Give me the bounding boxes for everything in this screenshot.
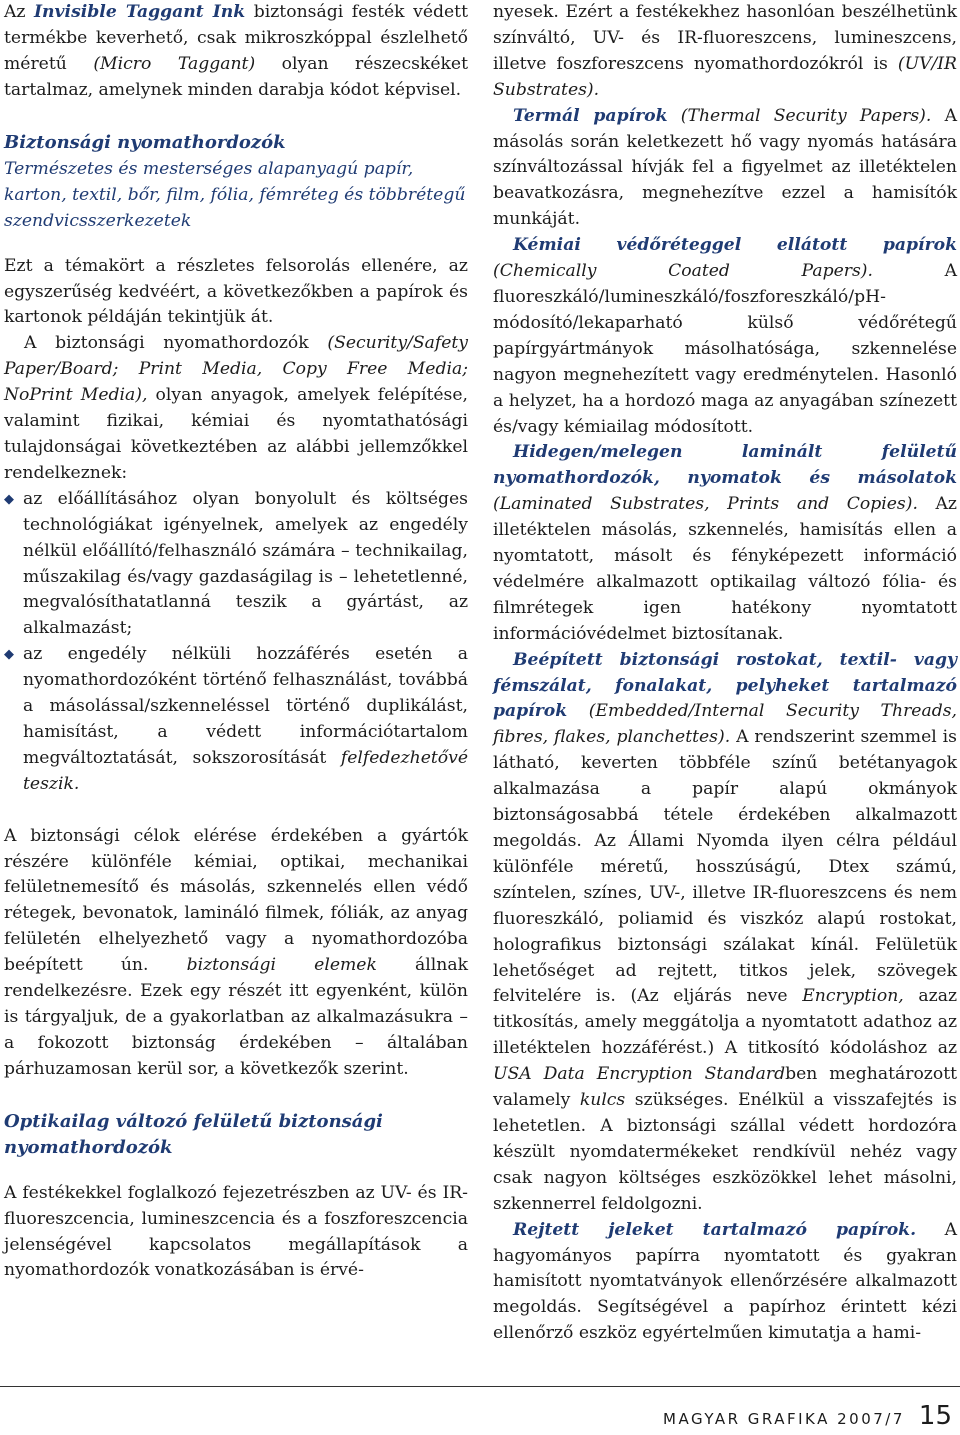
- english-term: (Laminated Substrates, Prints and Copies).: [493, 494, 918, 515]
- text: A fluoreszkáló/lumineszkáló/foszforeszkáló/pH-módosító/lekaparható külső védőrétegű papírgyártmányok másolhatósága, szkennelése nagyon megnehezített vagy eredménytelen. Hasonló a helyzet, ha a hordozó maga az anyagában színezett és/vagy kémiailag módosított.: [493, 261, 957, 437]
- english-term: (Security/Safety Paper/Board; Print Media, Copy Free Media; NoPrint Media),: [4, 333, 468, 406]
- text: A rendszerint szemmel is látható, keverten többféle színű betétanyagok alkalmazása a papír alapú okmányok biztonságosabbá tétele érdekében alkalmazott megoldás. Az Állami Nyomda ilyen célra például különféle méretű, hosszúságú, Dtex számú, színtelen, színes, UV-, illetve IR-fluoreszcens és nem fluoreszkáló, poliamid és viszkóz alapú rostokat, holografikus biztonsági szálakat kínál. Felületük lehetőséget ad rejtett, titkos jelek, szövegek felvitelére is. (Az eljárás neve: [493, 727, 957, 1007]
- term-label: Hidegen/melegen laminált felületű nyomathordozók, nyomatok és másolatok: [493, 442, 957, 489]
- english-term: (Embedded/Internal Security Threads, fibres, flakes, planchettes).: [493, 701, 957, 748]
- text: A másolás során keletkezett hő vagy nyomás hatására színváltozással hívják fel a figyelmet az illetéktelen beavatkozásra, megnehezítve ezzel a hamisítók munkáját.: [493, 105, 957, 230]
- bullet-list: [4, 487, 468, 798]
- emphasis: kulcs: [579, 1090, 626, 1111]
- paragraph: A festékekkel foglalkozó fejezetrészben az UV- és IR-fluoreszcencia, lumineszcencia és a foszforeszcencia jelenségével kapcsolatos megállapítások a nyomathordozók vonatkozásában is érvé-: [4, 1182, 468, 1281]
- english-term: (Chemically Coated Papers).: [493, 261, 873, 282]
- term-label: Kémiai védőréteggel ellátott papírok: [513, 235, 957, 256]
- section-subheading: Természetes és mesterséges alapanyagú papír, karton, textil, bőr, film, fólia, fémréteg és többrétegű szendvicsszerkezetek: [4, 158, 466, 231]
- text: Az: [4, 2, 35, 22]
- text: ben meghatározott valamely: [493, 1064, 958, 1111]
- emphasis: biztonsági elemek: [186, 955, 377, 976]
- paragraph: [493, 233, 957, 440]
- term-label: Rejtett jeleket tartalmazó papírok.: [513, 1219, 917, 1240]
- paragraph: [4, 0, 468, 104]
- text: A biztonsági célok elérése érdekében a gyártók részére különféle kémiai, optikai, mechanikai felületnemesítő és másolás, szkennelés ellen védő rétegek, bevonatok, lamináló filmek, fóliák, az anyag felületén elhelyezhető vagy a nyomathordozóba beépített ún.: [4, 825, 468, 976]
- text: biztonsági festék védett termékbe keverhető, csak mikroszkóppal észlelhető méretű: [4, 2, 468, 74]
- page-footer: [663, 1401, 952, 1431]
- list-item: [4, 642, 468, 797]
- footer-divider: [0, 1386, 960, 1387]
- english-term: (Micro Taggant): [93, 53, 256, 74]
- paragraph: [493, 0, 957, 104]
- text: szükséges. Enélkül a visszafejtés is lehetetlen. A biztonsági szállal védett hordozóra készült nyomdatermékeket rendkívül nehéz vagy csak nagyon költséges eszközökkel lehet másolni, szkennerrel feldolgozni.: [493, 1090, 958, 1214]
- paragraph: [493, 648, 957, 1218]
- english-term: (Thermal Security Papers).: [667, 105, 932, 126]
- section-heading-2: Optikailag változó felületű biztonsági nyomathordozók: [4, 1110, 383, 1158]
- term-label: Beépített biztonsági rostokat, textil- vagy fémszálat, fonalakat, pelyheket tartalmazó papírok: [493, 649, 957, 722]
- diamond-bullet-icon: ◆: [4, 647, 14, 663]
- journal-name: MAGYAR GRAFIKA 2007/7: [663, 1410, 905, 1428]
- page-number: 15: [918, 1401, 952, 1431]
- paragraph: [4, 331, 468, 486]
- list-item-text: az engedély nélküli hozzáférés esetén a nyomathordozóként történő felhasználást, továbbá a másolással/szkenneléssel történő duplikálást, hamisítást, a védett információtartalom megváltoztatását, sokszorosítását: [23, 644, 468, 768]
- paragraph: [493, 1218, 957, 1348]
- list-item-text: az előállításához olyan bonyolult és költséges technológiákat igényelnek, amelyek az engedély nélkül előállító/felhasználó számára – technikailag, műszakilag és/vagy gazdaságilag is – lehetetlenné, megvalósíthatatlanná teszik a gyártást, az alkalmazást;: [23, 488, 468, 639]
- english-term: (UV/IR Substrates).: [493, 53, 957, 100]
- section-heading: Biztonsági nyomathordozók: [4, 131, 286, 153]
- text: állnak rendelkezésre. Ezek egy részét itt egyenként, külön is tárgyaljuk, de a gyakorlatban az alkalmazásukra – a fokozott biztonság érdekében – általában párhuzamosan kerül sor, a következők szerint.: [4, 955, 468, 1079]
- right-column: [493, 0, 957, 1347]
- paragraph: Ezt a témakört a részletes felsorolás ellenére, az egyszerűség kedvéért, a következőkben a papírok és kartonok példáján tekintjük át.: [4, 255, 468, 328]
- text: A hagyományos papírra nyomtatott és gyakran hamisított nyomtatványok ellenőrzésére alkalmazott megoldás. Segítségével a papírhoz érintett kézi ellenőrző eszköz egyértelműen kimutatja a hami-: [493, 1219, 957, 1344]
- diamond-bullet-icon: ◆: [4, 491, 14, 507]
- text: olyan részecskéket tartalmaz, amelynek minden darabja kódot képvisel.: [4, 53, 469, 100]
- text: azaz titkosítás, amely meggátolja a nyomtatott adathoz az illetéktelen hozzáférést.) A titkosító kódoláshoz az: [493, 986, 957, 1059]
- paragraph: [4, 824, 468, 1083]
- term-invisible-taggant-ink: Invisible Taggant Ink: [34, 2, 246, 22]
- text: nyesek. Ezért a festékekhez hasonlóan beszélhetünk színváltó, UV- és IR-fluoreszcens, lumineszcens, illetve foszforeszcens nyomathordozókról is: [493, 2, 957, 74]
- emphasis: Encryption,: [802, 986, 904, 1007]
- text: olyan anyagok, amelyek felépítése, valamint fizikai, kémiai és nyomtathatósági tulajdonságai következtében az alábbi jellemzőkkel rendelkeznek:: [4, 385, 468, 483]
- paragraph: [493, 440, 957, 647]
- list-item: [4, 487, 468, 642]
- text: Az illetéktelen másolás, szkennelés, hamisítás ellen a nyomtatott, másolt és fényképezett információ védelmére alkalmazott optikailag változó fólia- és filmrétegek igen hatékony nyomtatott információvédelmet biztosítanak.: [493, 494, 957, 644]
- left-column: [4, 0, 468, 1284]
- paragraph: [493, 104, 957, 234]
- term-label: Termál papírok: [513, 105, 668, 126]
- emphasis: felfedezhetővé teszik.: [23, 747, 468, 794]
- emphasis: USA Data Encryption Standard: [493, 1064, 786, 1085]
- text: A biztonsági nyomathordozók: [24, 333, 328, 354]
